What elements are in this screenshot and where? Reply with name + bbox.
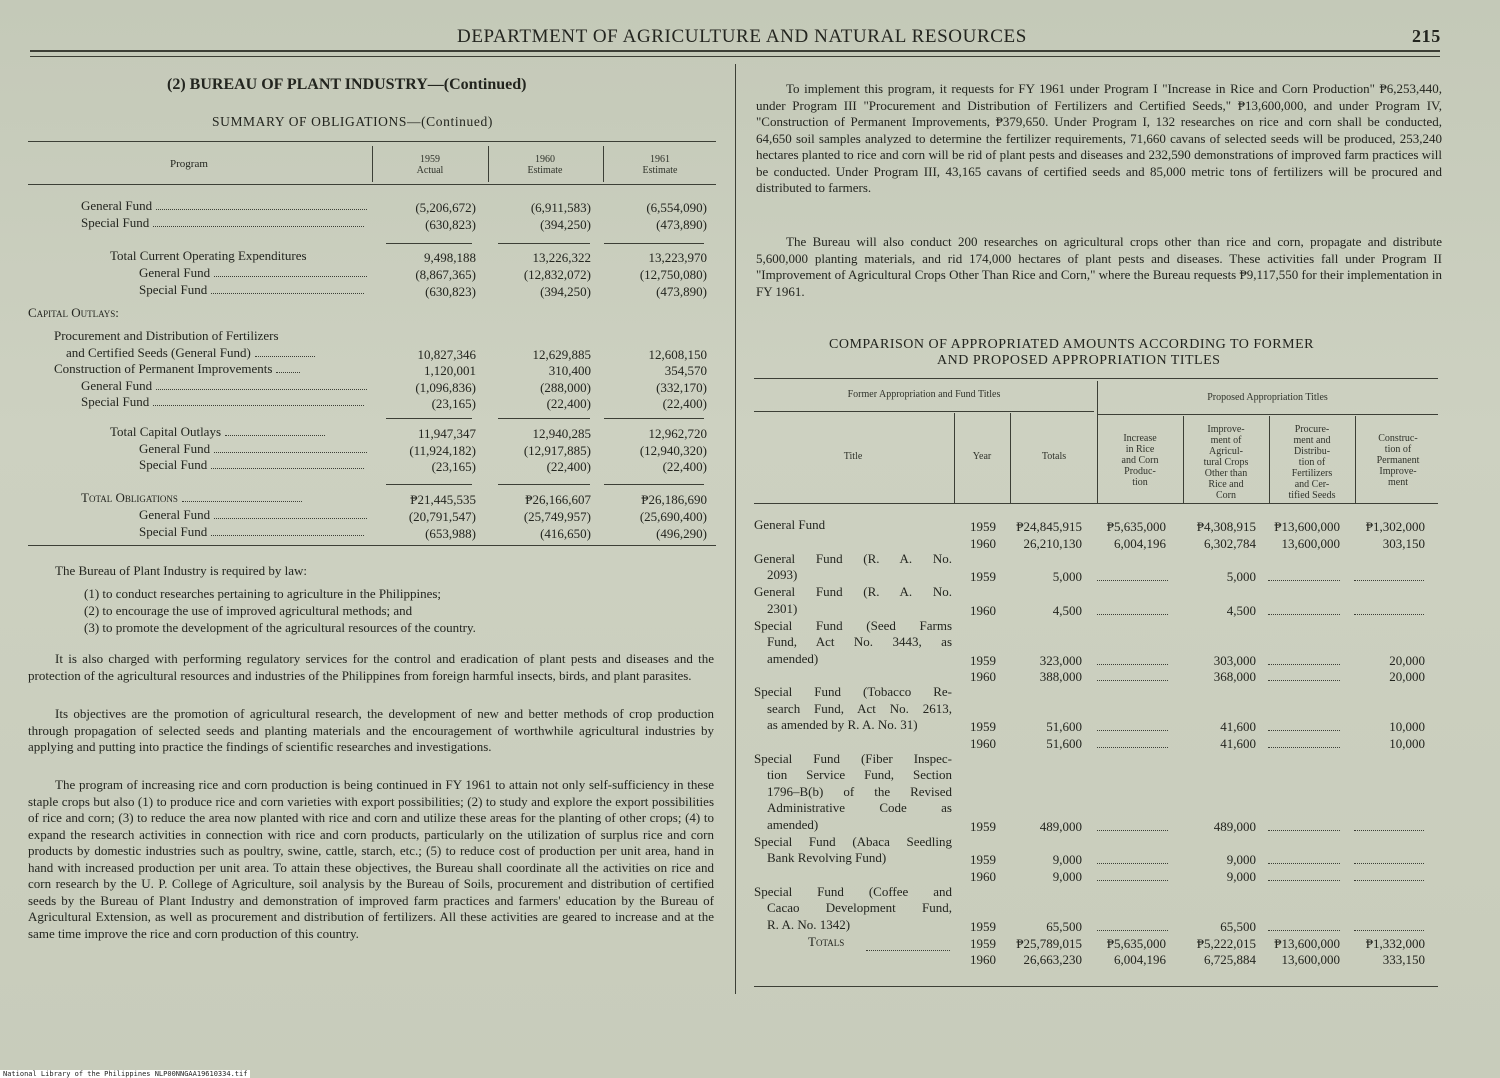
row-label: Special Fund: [139, 524, 364, 541]
row-value-1960: (12,917,885): [523, 443, 591, 458]
row-value-1959: 1,120,001: [424, 363, 476, 378]
p3-empty-leader: [1268, 580, 1340, 581]
row-label: Special Fund: [139, 457, 364, 474]
row-label: Special Fund: [81, 215, 364, 232]
p1-empty-leader: [1097, 880, 1168, 881]
total-cell: 51,600: [1046, 735, 1082, 751]
year-cell: 1959: [970, 935, 996, 951]
leader-dots: [153, 222, 364, 227]
row-label: General Fund: [139, 265, 367, 282]
leader-dots: [182, 497, 302, 502]
p3-empty-leader: [1268, 880, 1340, 881]
p2-cell: 6,725,884: [1204, 952, 1256, 967]
p3-cell: 13,600,000: [1281, 952, 1340, 967]
total-cell: 489,000: [1039, 818, 1082, 834]
total-cell: 5,000: [1052, 569, 1082, 584]
row-value-1961: (12,940,320): [639, 443, 707, 458]
header-line: Produc-: [1124, 466, 1156, 477]
p2-cell: 41,600: [1220, 719, 1256, 734]
p2-cell: 303,000: [1213, 652, 1256, 668]
year-cell: 1960: [970, 535, 996, 551]
fund-title-line: 1796–B(b) of the Revised: [767, 783, 952, 799]
totals-leader: [866, 950, 950, 951]
row-value-1960: (6,911,583): [530, 200, 591, 215]
row-value-1960: (416,650): [540, 526, 591, 541]
row-value-1959: 10,827,346: [417, 347, 476, 362]
leader-dots: [211, 464, 364, 469]
col-rice-corn: [1099, 433, 1181, 488]
row-value-1959: (8,867,365): [415, 267, 476, 282]
header-line: Permanent: [1376, 455, 1420, 466]
header-line: Agricul-: [1209, 446, 1243, 457]
header-line: tion: [1132, 477, 1148, 488]
header-line: Other than: [1204, 468, 1248, 479]
total-cell: 26,663,230: [1023, 952, 1082, 967]
p1-empty-leader: [1097, 830, 1168, 831]
p2-cell: 489,000: [1213, 818, 1256, 834]
p4-cell: 10,000: [1389, 719, 1425, 734]
row-value-1961: ₱26,186,690: [641, 492, 707, 507]
header-line: Procure-: [1294, 424, 1330, 435]
p4-empty-leader: [1354, 930, 1424, 931]
p2-cell: 368,000: [1213, 669, 1256, 684]
p4-cell: 333,150: [1382, 952, 1425, 967]
p1-empty-leader: [1097, 747, 1168, 748]
year-cell: 1960: [970, 735, 996, 751]
row-value-1960: (12,832,072): [523, 267, 591, 282]
p2-cell: 41,600: [1220, 735, 1256, 751]
row-value-1959: (653,988): [425, 526, 476, 541]
row-label: and Certified Seeds (General Fund): [66, 345, 315, 362]
fund-title-line: Special Fund (Seed Farms: [754, 617, 952, 633]
header-line: Rice and: [1208, 479, 1244, 490]
p3-empty-leader: [1268, 930, 1340, 931]
header-line: and Cer-: [1294, 479, 1330, 490]
p4-empty-leader: [1354, 880, 1424, 881]
total-cell: 26,210,130: [1023, 535, 1082, 551]
row-value-1960: (394,250): [540, 284, 591, 299]
p3-cell: 13,600,000: [1281, 535, 1340, 551]
row-value-1961: (25,690,400): [639, 509, 707, 524]
law-item-3: (3) to promote the development of the agricultural resources of the country.: [84, 620, 476, 635]
fund-title-line: amended): [767, 650, 819, 666]
col-other-crops: [1185, 424, 1267, 501]
p2-cell: 9,000: [1226, 868, 1256, 884]
header-line: Improve-: [1207, 424, 1245, 435]
col-permanent-improvement: [1357, 433, 1439, 488]
p1-empty-leader: [1097, 930, 1168, 931]
p3-cell: ₱13,600,000: [1274, 935, 1340, 951]
total-cell: ₱24,845,915: [1016, 519, 1082, 534]
leader-dots: [276, 368, 300, 373]
p4-cell: 303,150: [1382, 535, 1425, 551]
row-label: Total Capital Outlays: [110, 424, 325, 441]
col-1959-actual: 1959 Actual: [416, 154, 444, 176]
p2-cell: ₱4,308,915: [1196, 519, 1256, 534]
paragraph-regulatory: It is also charged with performing regulatory services for the control and eradication of plant pests and diseases and the protection of the agricultural resources and industries of the Philippines from foreign harmful insects, birds, and plant parasites.: [28, 651, 714, 683]
row-value-1959: (20,791,547): [408, 509, 476, 524]
law-item-1: (1) to conduct researches pertaining to agriculture in the Philippines;: [84, 586, 442, 601]
leader-dots: [255, 352, 315, 357]
row-value-1960: (22,400): [546, 459, 591, 474]
summary-table: [0, 0, 735, 560]
table-title: SUMMARY OF OBLIGATIONS—(Continued): [212, 114, 493, 129]
leader-dots: [214, 514, 367, 519]
row-value-1960: 12,629,885: [532, 347, 591, 362]
row-value-1960: 310,400: [548, 363, 591, 378]
p1-empty-leader: [1097, 680, 1168, 681]
year-cell: 1960: [970, 602, 996, 618]
p4-cell: 20,000: [1389, 669, 1425, 684]
row-value-1961: (332,170): [656, 380, 707, 395]
row-value-1961: (22,400): [662, 459, 707, 474]
header-line: ment of: [1210, 435, 1242, 446]
row-value-1960: (288,000): [540, 380, 591, 395]
header-line: Improve-: [1379, 466, 1417, 477]
row-value-1961: (6,554,090): [646, 200, 707, 215]
row-value-1959: (23,165): [431, 396, 476, 411]
row-value-1961: 12,962,720: [648, 426, 707, 441]
leader-dots: [211, 289, 364, 294]
header-line: Distribu-: [1293, 446, 1331, 457]
fund-title-line: General Fund: [754, 517, 826, 532]
law-item-2: (2) to encourage the use of improved agricultural methods; and: [84, 603, 413, 618]
row-label: General Fund: [139, 441, 367, 458]
p1-empty-leader: [1097, 664, 1168, 665]
header-line: Corn: [1216, 490, 1236, 501]
page-number: 215: [1412, 26, 1441, 46]
header-line: in Rice: [1125, 444, 1155, 455]
header-line: tural Crops: [1203, 457, 1249, 468]
year-cell: 1959: [970, 569, 996, 584]
paragraph-objectives: Its objectives are the promotion of agricultural research, the development of new and better methods of crop production through propagation of selected seeds and planting materials and the encouragement of worthwhile agricultural industries by applying and putting into practice the findings of scientific researches and investigations.: [28, 706, 714, 754]
p4-cell: ₱1,302,000: [1365, 519, 1425, 534]
total-cell: ₱25,789,015: [1016, 935, 1082, 951]
leader-dots: [214, 448, 367, 453]
year-cell: 1960: [970, 868, 996, 884]
group-former: Former Appropriation and Fund Titles: [847, 389, 1001, 400]
row-value-1961: (496,290): [656, 526, 707, 541]
leader-dots: [214, 272, 367, 277]
fund-title-line: 2093): [767, 567, 798, 582]
row-value-1959: (5,206,672): [415, 200, 476, 215]
header-line: Fertilizers: [1291, 468, 1333, 479]
header-line: tified Seeds: [1288, 490, 1336, 501]
header-line: tion of: [1298, 457, 1326, 468]
p4-cell: 10,000: [1389, 735, 1425, 751]
p2-cell: 9,000: [1226, 852, 1256, 867]
p1-empty-leader: [1097, 580, 1168, 581]
row-label: Special Fund: [81, 394, 364, 411]
fund-title-line: Special Fund (Coffee and: [754, 883, 952, 899]
p3-empty-leader: [1268, 730, 1340, 731]
total-cell: 323,000: [1039, 652, 1082, 668]
year-cell: 1959: [970, 652, 996, 668]
row-value-1960: (22,400): [546, 396, 591, 411]
col-1961-estimate: 1961 Estimate: [642, 154, 678, 176]
p3-empty-leader: [1268, 863, 1340, 864]
law-intro: The Bureau of Plant Industry is required by law:: [55, 563, 307, 578]
p2-cell: 65,500: [1220, 918, 1256, 934]
fund-title-line: Special Fund (Fiber Inspec-: [754, 750, 952, 766]
p3-empty-leader: [1268, 614, 1340, 615]
row-label: Procurement and Distribution of Fertilizers: [54, 328, 279, 343]
row-label: Construction of Permanent Improvements: [54, 361, 300, 378]
fund-title-line: as amended by R. A. No. 31): [767, 717, 918, 732]
row-label: General Fund: [81, 198, 367, 215]
comparison-title-1: COMPARISON OF APPROPRIATED AMOUNTS ACCORDING TO FORMER: [829, 337, 1314, 352]
p4-empty-leader: [1354, 614, 1424, 615]
col-1960-estimate: 1960 Estimate: [527, 154, 563, 176]
row-value-1959: ₱21,445,535: [410, 492, 476, 507]
p1-cell: ₱5,635,000: [1106, 519, 1166, 534]
fund-title-line: search Fund, Act No. 2613,: [767, 700, 952, 716]
paragraph-implementation: To implement this program, it requests for FY 1961 under Program I "Increase in Rice and Corn Production" ₱6,253,440, under Program III "Procurement and Distribution of Fertilizers and Certified Seeds," ₱13,600,000, and under Program IV, "Construction of Permanent Improvements, ₱379,650. Under Program I, 132 researches on rice and corn shall be conducted, 64,650 soil samples analyzed to determine the fertilizer requirements, 71,660 cavans of selected seeds will be produced, 253,240 hectares planted to rice and corn will be rid of plant pests and diseases and 232,590 demonstrations of improved farm practices will be conducted. Under Program III, 43,165 cavans of certified seeds and 85,000 metric tons of fertilizers will be procured and distributed to farmers.: [756, 81, 1442, 195]
fund-title-line: General Fund (R. A. No.: [754, 584, 952, 599]
total-cell: 9,000: [1052, 868, 1082, 884]
leader-dots: [153, 401, 364, 406]
row-value-1959: (23,165): [431, 459, 476, 474]
fund-title-line: 2301): [767, 600, 798, 616]
row-value-1960: (394,250): [540, 217, 591, 232]
year-cell: 1959: [970, 852, 996, 867]
p1-empty-leader: [1097, 863, 1168, 864]
total-cell: 65,500: [1046, 918, 1082, 934]
comparison-title-2: AND PROPOSED APPROPRIATION TITLES: [937, 353, 1221, 368]
p2-cell: 4,500: [1226, 602, 1256, 618]
col-title: Title: [843, 451, 863, 462]
row-value-1961: 12,608,150: [648, 347, 707, 362]
p1-empty-leader: [1097, 730, 1168, 731]
fund-title-line: tion Service Fund, Section: [767, 767, 952, 782]
leader-dots: [156, 205, 367, 210]
total-cell: 388,000: [1039, 669, 1082, 684]
row-value-1959: (1,096,836): [415, 380, 476, 395]
row-label: General Fund: [81, 378, 367, 395]
column-divider: [735, 64, 736, 994]
row-value-1960: (25,749,957): [523, 509, 591, 524]
p4-cell: 20,000: [1389, 652, 1425, 668]
fund-title-line: amended): [767, 816, 819, 832]
p1-cell: ₱5,635,000: [1106, 935, 1166, 951]
row-value-1961: 354,570: [664, 363, 707, 378]
row-value-1960: ₱26,166,607: [525, 492, 591, 507]
col-fertilizers-seeds: [1271, 424, 1353, 501]
paragraph-other-crops: The Bureau will also conduct 200 researches on agricultural crops other than rice and corn, propagate and distribute 5,600,000 planting materials, and rid 174,000 hectares of plant pests and diseases. These activities fall under Program II "Improvement of Agricultural Crops Other Than Rice and Corn," where the Bureau requests ₱9,117,550 for their implementation in FY 1961.: [756, 234, 1442, 299]
leader-dots: [156, 385, 367, 390]
group-proposed: Proposed Appropriation Titles: [1207, 392, 1328, 403]
col-totals: Totals: [1041, 451, 1067, 462]
year-cell: 1959: [970, 818, 996, 834]
p3-cell: ₱13,600,000: [1274, 519, 1340, 534]
p4-empty-leader: [1354, 580, 1424, 581]
p2-cell: 5,000: [1226, 569, 1256, 584]
p2-cell: 6,302,784: [1204, 535, 1256, 551]
fund-title-line: Cacao Development Fund,: [767, 900, 952, 915]
row-value-1961: (22,400): [662, 396, 707, 411]
header-line: ment: [1388, 477, 1408, 488]
row-label: Total Current Operating Expenditures: [110, 248, 307, 263]
row-value-1961: 13,223,970: [648, 250, 707, 265]
p2-cell: ₱5,222,015: [1196, 935, 1256, 951]
p4-empty-leader: [1354, 863, 1424, 864]
section-title: (2) BUREAU OF PLANT INDUSTRY—(Continued): [167, 76, 527, 93]
fund-title-line: Special Fund (Tobacco Re-: [754, 684, 952, 699]
year-cell: 1959: [970, 719, 996, 734]
year-cell: 1959: [970, 519, 996, 534]
header-line: tion of: [1384, 444, 1412, 455]
row-value-1961: (473,890): [656, 284, 707, 299]
row-value-1960: 12,940,285: [532, 426, 591, 441]
header-line: Construc-: [1378, 433, 1418, 444]
fund-title-line: Special Fund (Abaca Seedling: [754, 833, 952, 849]
fund-title-line: General Fund (R. A. No.: [754, 550, 952, 566]
p1-empty-leader: [1097, 614, 1168, 615]
row-value-1959: 11,947,347: [417, 426, 476, 441]
totals-label: Totals: [808, 933, 845, 949]
row-value-1959: (630,823): [425, 217, 476, 232]
row-value-1961: (12,750,080): [639, 267, 707, 282]
row-value-1959: (630,823): [425, 284, 476, 299]
p4-cell: ₱1,332,000: [1365, 935, 1425, 951]
year-cell: 1960: [970, 952, 996, 967]
col-year: Year: [972, 451, 992, 462]
p1-cell: 6,004,196: [1114, 952, 1166, 967]
row-value-1960: 13,226,322: [532, 250, 591, 265]
year-cell: 1959: [970, 918, 996, 934]
fund-title-line: R. A. No. 1342): [767, 916, 851, 932]
fund-title-line: Fund, Act No. 3443, as: [767, 634, 952, 649]
row-label: Special Fund: [139, 282, 364, 299]
row-label: General Fund: [139, 507, 367, 524]
scan-footer: National Library of the Philippines NLP00NNGAA19610334.tif: [0, 1070, 250, 1078]
header-line: ment and: [1293, 435, 1331, 446]
leader-dots: [225, 431, 325, 436]
p4-empty-leader: [1354, 830, 1424, 831]
row-label: Capital Outlays:: [28, 305, 119, 320]
total-cell: 9,000: [1052, 852, 1082, 867]
row-value-1959: (11,924,182): [409, 443, 476, 458]
fund-title-line: Administrative Code as: [767, 800, 952, 815]
p3-empty-leader: [1268, 830, 1340, 831]
col-program: Program: [170, 158, 208, 170]
total-cell: 4,500: [1052, 602, 1082, 618]
p1-cell: 6,004,196: [1114, 535, 1166, 551]
header-line: Increase: [1123, 433, 1157, 444]
leader-dots: [211, 531, 364, 536]
p3-empty-leader: [1268, 664, 1340, 665]
running-header: DEPARTMENT OF AGRICULTURE AND NATURAL RESOURCES: [457, 26, 1027, 47]
year-cell: 1960: [970, 669, 996, 684]
header-line: and Corn: [1121, 455, 1159, 466]
row-value-1959: 9,498,188: [424, 250, 476, 265]
total-cell: 51,600: [1046, 719, 1082, 734]
p3-empty-leader: [1268, 680, 1340, 681]
row-label: Total Obligations: [81, 490, 302, 507]
p3-empty-leader: [1268, 747, 1340, 748]
fund-title-line: Bank Revolving Fund): [767, 850, 887, 865]
row-value-1961: (473,890): [656, 217, 707, 232]
paragraph-program: The program of increasing rice and corn production is being continued in FY 1961 to attain not only self-sufficiency in these staple crops but also (1) to produce rice and corn varieties with export possibilities; (2) to study and explore the export possibilities of rice and corn; (3) to reduce the area now planted with rice and corn and utilize these areas for the planting of other crops; (4) to expand the research activities in connection with rice and corn products, particularly on the utilization of surplus rice and corn products by domestic industries such as poultry, swine, cattle, starch, etc.; (5) to reduce cost of production per unit area, hand in hand with increased production per unit area. To attain these objectives, the Bureau shall coordinate all the activities on rice and corn research by the U. P. College of Agriculture, soil analysis by the Bureau of Soils, procurement and distribution of certified seeds by the Bureau of Plant Industry and demonstration of improved farm practices and farmers' education by the Bureau of Agricultural Extension, as well as procurement and distribution of fertilizers. All these activities are geared to increase and at the same time improve the rice and corn production of this country.: [28, 777, 714, 941]
